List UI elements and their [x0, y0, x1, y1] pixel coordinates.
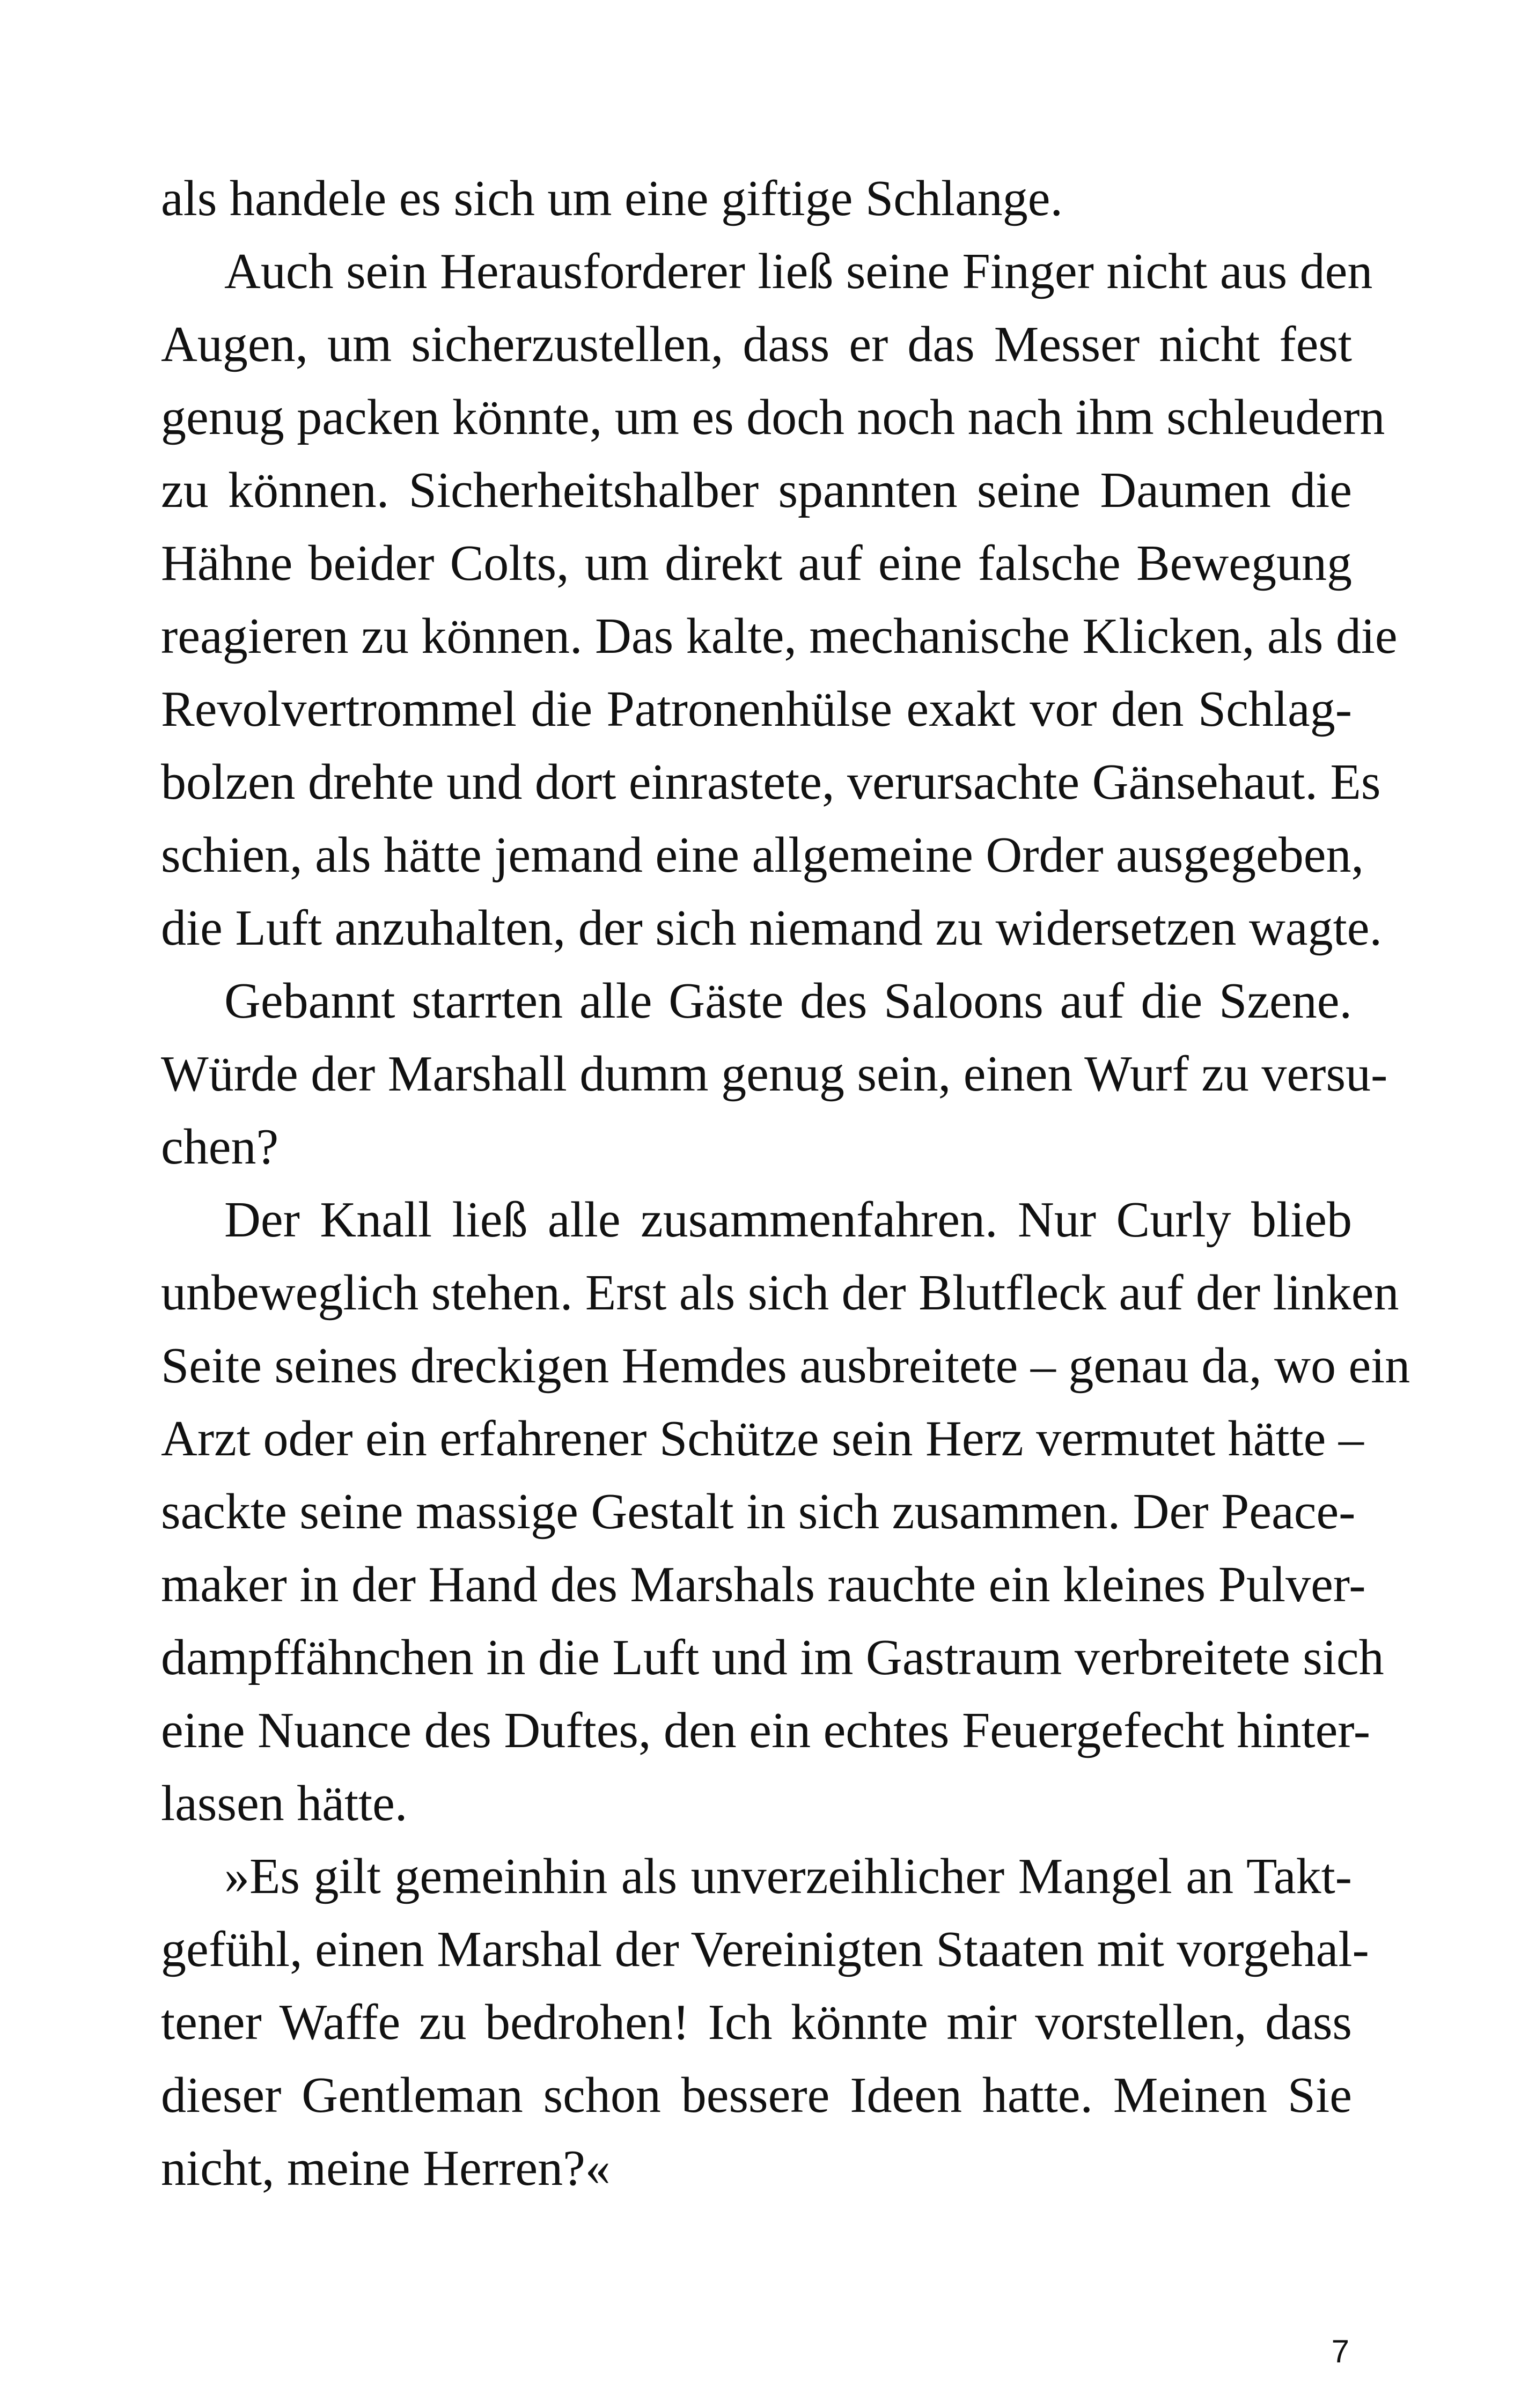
text-line: unbeweglich stehen. Erst als sich der Blutfleck auf der linken — [161, 1265, 1399, 1321]
text-line: Auch sein Herausforderer ließ seine Finger nicht aus den — [224, 244, 1373, 299]
text-line: Revolvertrommel die Patronenhülse exakt vor den Schlag- — [161, 681, 1352, 737]
text-line: Der Knall ließ alle zusammenfahren. Nur Curly blieb — [224, 1192, 1352, 1248]
text-line: Arzt oder ein erfahrener Schütze sein Herz vermutet hätte – — [161, 1411, 1364, 1467]
text-line: die Luft anzuhalten, der sich niemand zu widersetzen wagte. — [161, 900, 1382, 956]
text-line: Augen, um sicherzustellen, dass er das Messer nicht fest — [161, 316, 1352, 372]
text-line: genug packen könnte, um es doch noch nach ihm schleudern — [161, 389, 1385, 445]
text-line: tener Waffe zu bedrohen! Ich könnte mir vorstellen, dass — [161, 1994, 1352, 2050]
text-line: »Es gilt gemeinhin als unverzeihlicher Mangel an Takt- — [224, 1849, 1352, 1904]
text-line: Würde der Marshall dumm genug sein, einen Wurf zu versu- — [161, 1046, 1388, 1102]
text-line: sackte seine massige Gestalt in sich zusammen. Der Peace- — [161, 1484, 1356, 1540]
text-line: Seite seines dreckigen Hemdes ausbreitete – genau da, wo ein — [161, 1338, 1410, 1394]
text-line: bolzen drehte und dort einrastete, verursachte Gänsehaut. Es — [161, 754, 1381, 810]
text-line: Gebannt starrten alle Gäste des Saloons auf die Szene. — [224, 973, 1352, 1029]
text-line: reagieren zu können. Das kalte, mechanische Klicken, als die — [161, 608, 1398, 664]
text-line: lassen hätte. — [161, 1776, 408, 1831]
body-text — [161, 162, 1410, 2205]
text-line: chen? — [161, 1119, 279, 1175]
text-line: dieser Gentleman schon bessere Ideen hatte. Meinen Sie — [161, 2067, 1352, 2123]
text-line: gefühl, einen Marshal der Vereinigten Staaten mit vorgehal- — [161, 1921, 1369, 1977]
text-line: zu können. Sicherheitshalber spannten seine Daumen die — [161, 462, 1352, 518]
page-number: 7 — [1331, 2333, 1349, 2369]
text-line: schien, als hätte jemand eine allgemeine Order ausgegeben, — [161, 827, 1364, 883]
text-line: dampffähnchen in die Luft und im Gastraum verbreitete sich — [161, 1630, 1384, 1685]
text-line: nicht, meine Herren?« — [161, 2140, 611, 2196]
text-line: Hähne beider Colts, um direkt auf eine falsche Bewegung — [161, 535, 1352, 591]
text-line: als handele es sich um eine giftige Schlange. — [161, 171, 1063, 226]
text-line: maker in der Hand des Marshals rauchte ein kleines Pulver- — [161, 1557, 1366, 1612]
text-line: eine Nuance des Duftes, den ein echtes Feuergefecht hinter- — [161, 1703, 1371, 1758]
